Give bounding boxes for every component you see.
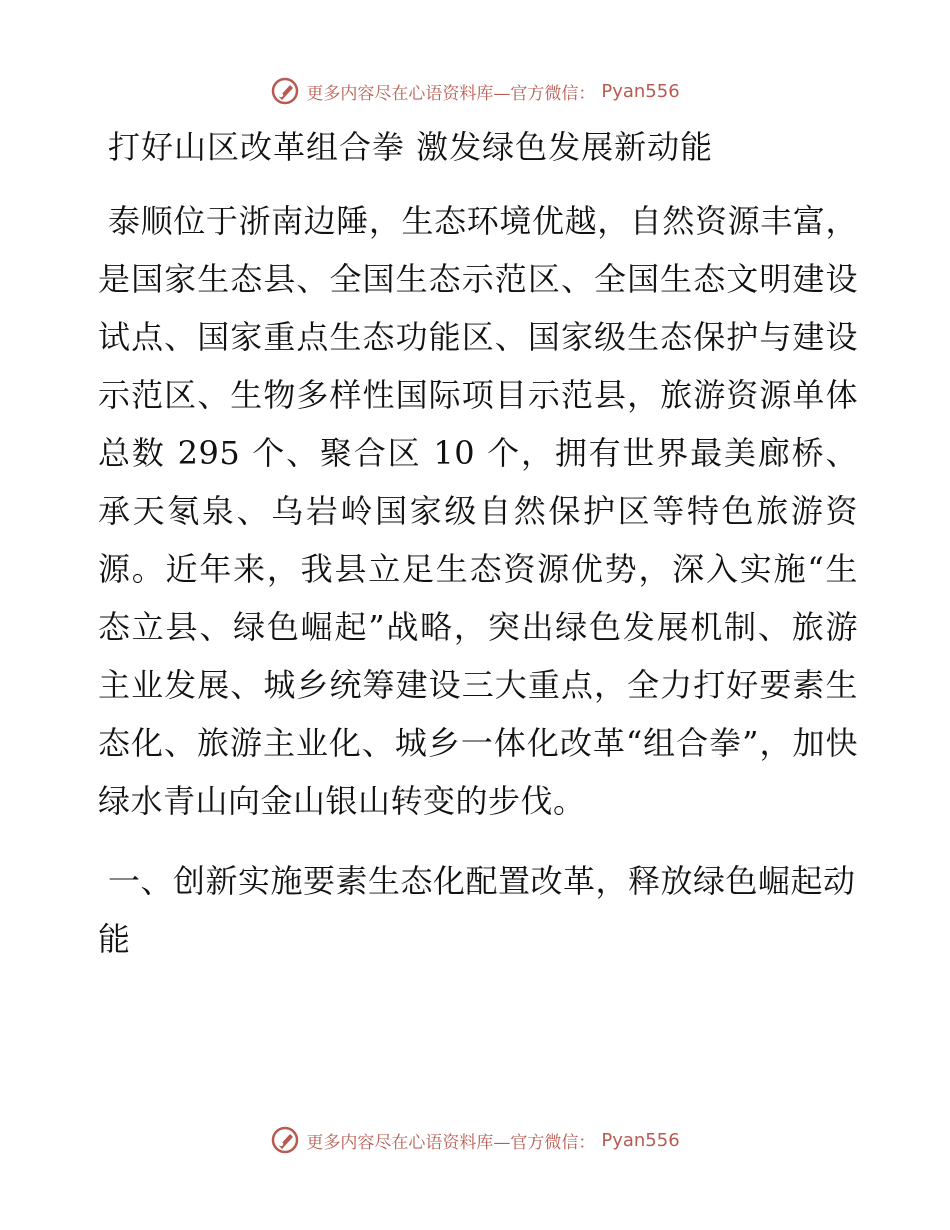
- document-title: 打好山区改革组合拳 激发绿色发展新动能: [108, 128, 714, 166]
- watermark-wechat-id: Pyan556: [601, 1129, 680, 1151]
- intro-paragraph: 泰顺位于浙南边陲，生态环境优越，自然资源丰富，是国家生态县、全国生态示范区、全国生态文明建设试点、国家重点生态功能区、国家级生态保护与建设示范区、生物多样性国际项目示范县，旅游资源单体总数 295 个、聚合区 10 个，拥有世界最美廊桥、承天氡泉、乌岩岭国家级自然保护区等特色旅游资源。近年来，我县立足生态资源优势，深入实施“生态立县、绿色崛起”战略，突出绿色发展机制、旅游主业发展、城乡统筹建设三大重点，全力打好要素生态化、旅游主业化、城乡一体化改革“组合拳”，加快绿水青山向金山银山转变的步伐。: [98, 202, 858, 820]
- watermark-text: 更多内容尽在心语资料库—官方微信：: [306, 83, 596, 104]
- pen-seal-icon: [270, 1125, 300, 1155]
- watermark-wechat-id: Pyan556: [601, 80, 680, 102]
- section-heading-1: 一、创新实施要素生态化配置改革，释放绿色崛起动能: [98, 862, 856, 958]
- watermark-header: [0, 76, 950, 106]
- watermark-text: 更多内容尽在心语资料库—官方微信：: [306, 1132, 596, 1153]
- watermark-footer: [0, 1125, 950, 1155]
- pen-seal-icon: [270, 76, 300, 106]
- document-body: [98, 124, 858, 968]
